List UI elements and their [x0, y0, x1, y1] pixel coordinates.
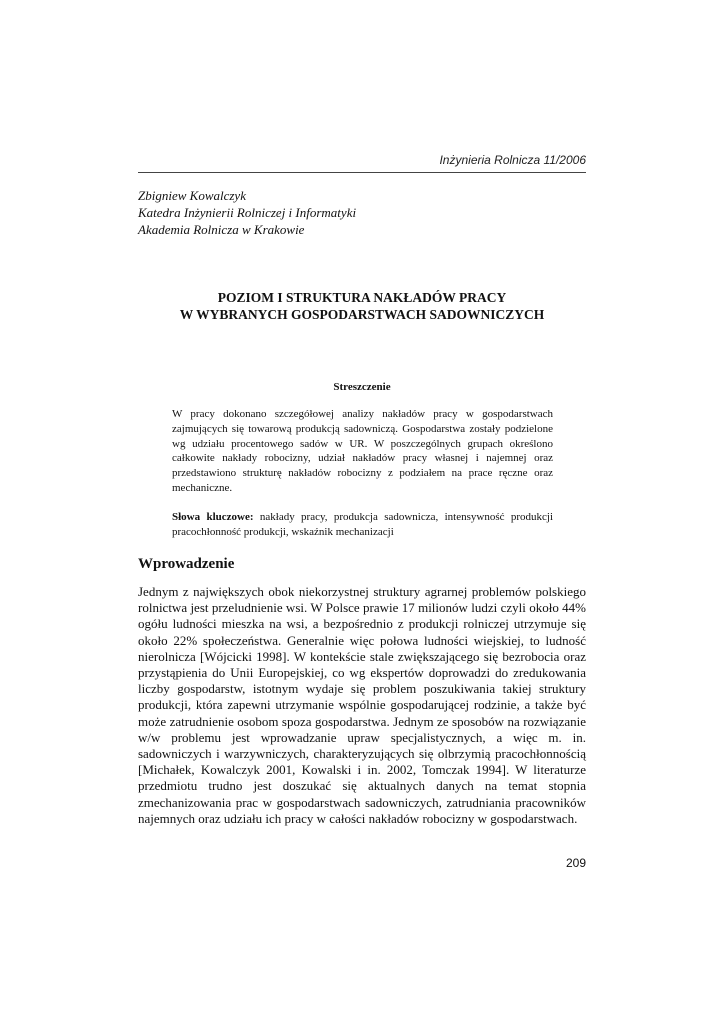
author-block [138, 187, 356, 238]
keywords-label: Słowa kluczowe: [172, 511, 254, 523]
author-department: Katedra Inżynierii Rolniczej i Informatyki [138, 205, 357, 220]
section-body: Jednym z największych obok niekorzystnej struktury agrarnej problemów polskiego rolnictwa jest przeludnienie wsi. W Polsce prawie 17 milionów ludzi czyli około 44% ogółu ludności mieszka na wsi, a bezpośrednio z produkcji rolniczej utrzymuje się około 22% społeczeństwa. Generalnie więc połowa ludności wiejskiej, to ludność nierolnicza [Wójcicki 1998]. W kontekście stale zwiększającego się bezrobocia oraz przystąpienia do Unii Europejskiej, co wg ekspertów doprowadzi do zredukowania liczby gospodarstw, istotnym wydaje się problem poszukiwania takiej struktury produkcji, która zapewni utrzymanie wspólnie gospodarującej rodzinie, a także być może zatrudnienie osobom spoza gospodarstwa. Jednym ze sposobów na rozwiązanie w/w problemu jest wprowadzanie upraw specjalistycznych, a więc m. in. sadowniczych i warzywniczych, charakteryzujących się olbrzymią pracochłonnością [Michałek, Kowalczyk 2001, Kowalski i in. 2002, Tomczak 1994]. W literaturze przedmiotu trudno jest doszukać się aktualnych danych na temat stopnia zmechanizowania prac w gospodarstwach sadowniczych, zatrudniania pracowników najemnych oraz udziału ich pracy w całości nakładów robocizny w gospodarstwach. [138, 584, 586, 826]
author-institution: Akademia Rolnicza w Krakowie [138, 222, 305, 237]
page-number: 209 [565, 856, 586, 870]
keywords [172, 510, 553, 540]
keywords-text: nakłady pracy, produkcja sadownicza, intensywność produkcji pracochłonność produkcji, wskaźnik mechanizacji [172, 511, 553, 538]
journal-header: Inżynieria Rolnicza 11/2006 [439, 153, 586, 167]
author-name: Zbigniew Kowalczyk [138, 188, 246, 203]
paper-title-line-1: POZIOM I STRUKTURA NAKŁADÓW PRACY [217, 290, 507, 305]
section-heading: Wprowadzenie [138, 556, 235, 572]
header-rule [138, 172, 586, 173]
abstract-heading: Streszczenie [333, 381, 391, 393]
abstract-text: W pracy dokonano szczegółowej analizy nakładów pracy w gospodarstwach zajmujących się towarową produkcją sadowniczą. Gospodarstwa zostały podzielone wg udziału procentowego sadów w UR. W poszczególnych grupach określono całkowite nakłady robocizny, udział nakładów pracy własnej i najemnej oraz przedstawiono strukturę nakładów robocizny z podziałem na prace ręczne oraz mechaniczne. [172, 408, 553, 494]
paper-title [138, 289, 586, 323]
paper-title-line-2: W WYBRANYCH GOSPODARSTWACH SADOWNICZYCH [179, 307, 545, 322]
